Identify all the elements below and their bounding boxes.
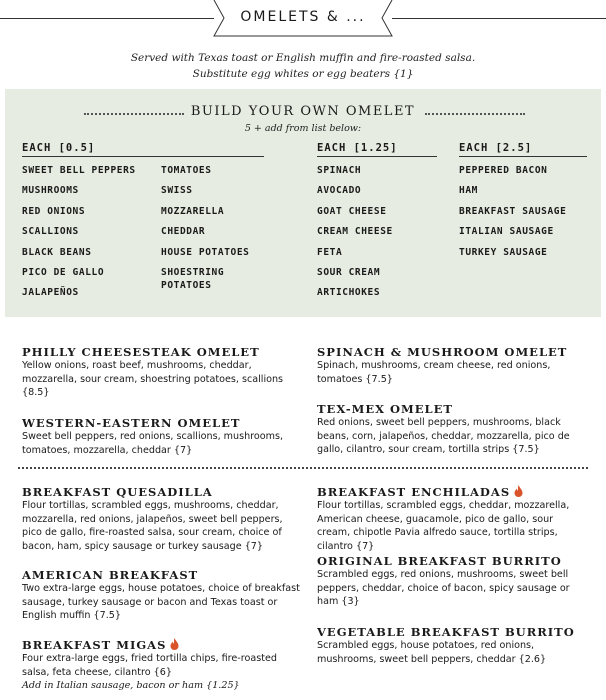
item-name [317, 485, 587, 499]
list-item: CREAM CHEESE [317, 226, 393, 238]
menu-item-breakfast-enchiladas [317, 485, 587, 553]
section-divider [18, 467, 588, 469]
list-item: MUSHROOMS [22, 185, 79, 197]
list-item: ARTICHOKES [317, 287, 381, 299]
item-name: AMERICAN BREAKFAST [22, 568, 199, 582]
item-description: Red onions, sweet bell peppers, mushrooms, black beans, corn, jalapeños, cheddar, mozzarella, pico de gallo, cilantro, sour cream, tortilla strips {7.5} [317, 417, 570, 456]
options-list-2-5 [459, 164, 566, 266]
menu-item-tex-mex [317, 402, 587, 457]
list-item: TOMATOES [161, 165, 212, 176]
menu-item-original-breakfast-burrito [317, 554, 587, 609]
list-item: SPINACH [317, 165, 362, 176]
list-item: SWISS [161, 185, 193, 197]
menu-item-philly-cheesesteak [22, 345, 302, 400]
item-name-text: BREAKFAST MIGAS [22, 638, 167, 652]
menu-item-western-eastern [22, 416, 302, 457]
flame-icon [170, 638, 179, 650]
list-item: TURKEY SAUSAGE [459, 246, 548, 258]
item-description: Flour tortillas, scrambled eggs, cheddar, mozzarella, American cheese, guacamole, pico de gallo, sour cream, chipotle Pavia alfredo sauce, tortilla strips, cilantro {7} [317, 500, 570, 552]
item-name: TEX-MEX OMELET [317, 402, 453, 416]
section-header [0, 0, 606, 40]
list-item: JALAPEÑOS [22, 287, 79, 299]
list-item: PICO DE GALLO [22, 266, 105, 278]
intro-line: Substitute egg whites or egg beaters {1} [192, 68, 414, 80]
list-item: SOUR CREAM [317, 266, 381, 278]
build-your-own-subtitle: 5 + add from list below: [244, 123, 362, 134]
item-name: PHILLY CHEESESTEAK OMELET [22, 345, 260, 359]
list-item: HOUSE POTATOES [161, 246, 250, 258]
item-description: Flour tortillas, scrambled eggs, mushrooms, cheddar, mozzarella, red onions, jalapeños, sweet bell peppers, pico de gallo, fire-roasted salsa, sour cream, choice of bacon, ham, spicy sausage or turkey sausage {7} [22, 500, 283, 552]
intro-line: Served with Texas toast or English muffin and fire-roasted salsa. [130, 52, 476, 64]
item-name [22, 638, 302, 652]
item-description: Spinach, mushrooms, cream cheese, red onions, tomatoes {7.5} [317, 360, 551, 385]
header-rule-left [0, 18, 214, 19]
item-description: Sweet bell peppers, red onions, scallions, mushrooms, tomatoes, mozzarella, cheddar {7} [22, 431, 284, 456]
build-your-own-title: BUILD YOUR OWN OMELET [190, 104, 416, 119]
header-rule-right [392, 18, 606, 19]
list-item: POTATOES [161, 279, 212, 291]
menu-item-breakfast-migas [22, 638, 302, 693]
item-name: ORIGINAL BREAKFAST BURRITO [317, 554, 562, 568]
item-name: BREAKFAST QUESADILLA [22, 485, 213, 499]
item-name: WESTERN-EASTERN OMELET [22, 416, 241, 430]
section-title: OMELETS & ... [240, 9, 366, 25]
list-item: HAM [459, 185, 478, 197]
list-item: AVOCADO [317, 185, 362, 197]
list-item: RED ONIONS [22, 205, 86, 217]
options-list-0-5-a [22, 164, 136, 307]
group-heading-0-5: EACH [0.5] [22, 142, 264, 157]
list-item: GOAT CHEESE [317, 205, 387, 217]
item-name-text: BREAKFAST ENCHILADAS [317, 485, 511, 499]
list-item: SCALLIONS [22, 226, 79, 238]
list-item: PEPPERED BACON [459, 165, 548, 176]
group-heading-2-5: EACH [2.5] [459, 142, 587, 157]
item-description: Two extra-large eggs, house potatoes, choice of breakfast sausage, turkey sausage or bacon and Texas toast or English muffin {7.5} [22, 583, 300, 622]
item-name: VEGETABLE BREAKFAST BURRITO [317, 625, 575, 639]
item-description: Scrambled eggs, red onions, mushrooms, sweet bell peppers, cheddar, choice of bacon, spicy sausage or ham {3} [317, 569, 570, 608]
menu-item-american-breakfast [22, 568, 302, 623]
item-description: Four extra-large eggs, fried tortilla chips, fire-roasted salsa, feta cheese, cilantro {6} [22, 653, 277, 678]
list-item: MOZZARELLA [161, 205, 225, 217]
list-item: ITALIAN SAUSAGE [459, 226, 554, 238]
menu-item-breakfast-quesadilla [22, 485, 302, 553]
options-list-1-25 [317, 164, 393, 307]
item-name: SPINACH & MUSHROOM OMELET [317, 345, 568, 359]
list-item: SHOESTRING [161, 266, 225, 278]
list-item: SWEET BELL PEPPERS [22, 165, 136, 176]
menu-item-vegetable-breakfast-burrito [317, 625, 587, 666]
intro-text [0, 50, 606, 82]
group-heading-1-25: EACH [1.25] [317, 142, 437, 157]
menu-item-spinach-mushroom [317, 345, 587, 386]
flame-icon [514, 485, 523, 497]
item-description: Scrambled eggs, house potatoes, red onions, mushrooms, sweet bell peppers, cheddar {2.6} [317, 640, 547, 665]
item-add-on-note: Add in Italian sausage, bacon or ham {1.25} [22, 680, 240, 692]
item-description: Yellow onions, roast beef, mushrooms, cheddar, mozzarella, sour cream, shoestring potatoes, scallions {8.5} [22, 360, 284, 399]
list-item: BLACK BEANS [22, 246, 92, 258]
list-item: CHEDDAR [161, 226, 206, 238]
list-item: FETA [317, 246, 343, 258]
options-list-0-5-b [161, 164, 249, 299]
list-item: BREAKFAST SAUSAGE [459, 205, 567, 217]
